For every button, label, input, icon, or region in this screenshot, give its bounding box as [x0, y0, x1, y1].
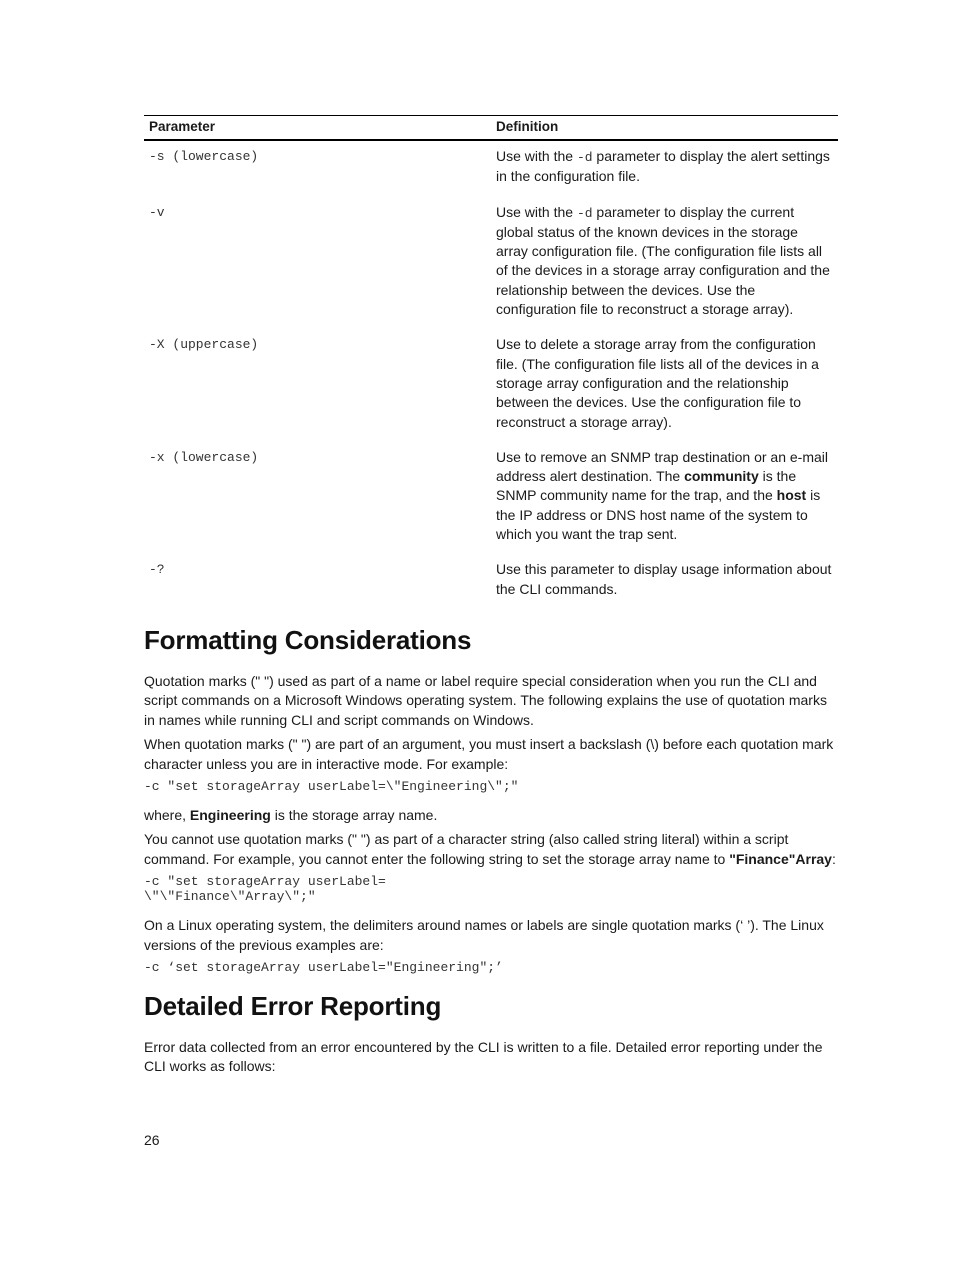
heading-detailed-error-reporting: Detailed Error Reporting [144, 991, 442, 1021]
bold-term: community [684, 468, 759, 485]
page-number: 26 [144, 1132, 160, 1148]
text: is the storage array name. [270, 806, 438, 823]
parameter-cell: -X (uppercase) [149, 337, 259, 353]
text: Use to remove an SNMP trap destination or an e-mail address alert destination. The [496, 448, 829, 485]
definition-cell [491, 554, 838, 609]
definition-cell [491, 140, 838, 197]
text: You cannot use quotation marks (" ") as part of a character string (also called string literal) within a script command. For example, you cannot enter the following string to set the storage array name to [144, 831, 789, 867]
paragraph: Quotation marks (" ") used as part of a name or label require special consideration when you run the CLI and script commands on a Microsoft Windows operating system. The following explains the use of quotation marks in names while running CLI and script commands on Windows. [144, 672, 827, 728]
header-definition: Definition [491, 116, 838, 141]
text: parameter to display the alert settings in the configuration file. [496, 148, 830, 185]
parameter-cell: -? [149, 562, 165, 578]
paragraph [144, 830, 838, 869]
bold-term: "Finance"Array [729, 850, 832, 867]
text: : [831, 850, 836, 867]
table-row [144, 329, 838, 441]
parameter-cell: -v [149, 204, 165, 220]
code-example: -c "set storageArray userLabel=\"Engineering\";" [144, 778, 519, 794]
table-row [144, 442, 838, 554]
header-parameter: Parameter [144, 116, 491, 141]
parameter-cell: -x (lowercase) [149, 449, 259, 465]
text: Use with the [496, 148, 577, 164]
parameter-cell: -s (lowercase) [149, 149, 259, 164]
text: is the IP address or DNS host name of the system to which you want the trap sent. [496, 487, 821, 543]
text: parameter to display the current global status of the known devices in the storage array configuration file. (The configuration file lists all of the devices in a storage array configuration and the relationship between the devices. Use the configuration file to reconstruct a storage array). [496, 203, 830, 318]
table-body [144, 140, 838, 609]
heading-formatting-considerations: Formatting Considerations [144, 624, 472, 655]
paragraph: Error data collected from an error encountered by the CLI is written to a file. Detailed error reporting under the CLI works as follows: [144, 1039, 823, 1075]
paragraph: When quotation marks (" ") are part of an argument, you must insert a backslash (\) before each quotation mark character unless you are in interactive mode. For example: [144, 736, 834, 772]
table-row [144, 554, 838, 609]
text: is the SNMP community name for the trap, and the [496, 468, 797, 504]
page-content [144, 115, 838, 1082]
inline-code: -d [576, 150, 593, 165]
parameter-table [144, 115, 838, 609]
paragraph [144, 806, 838, 825]
code-example: -c "set storageArray userLabel= \"\"Finance\"Array\";" [144, 874, 386, 905]
bold-term: Engineering [189, 806, 271, 823]
table-header-row [144, 116, 838, 141]
definition-cell [491, 442, 838, 554]
text: where, [144, 806, 190, 823]
table-row [144, 140, 838, 197]
code-example: -c ‘set storageArray userLabel="Engineering";’ [144, 960, 503, 975]
paragraph: On a Linux operating system, the delimiters around names or labels are single quotation marks (‘ ’). The Linux versions of the previous examples are: [144, 917, 824, 953]
table-row [144, 197, 838, 330]
definition-cell [491, 197, 838, 330]
inline-code: -d [576, 205, 593, 221]
definition-cell [491, 329, 838, 441]
text: Use to delete a storage array from the configuration file. (The configuration file lists all of the devices in a storage array configuration and the relationship between the devices. Use the configuration file to reconstruct a storage array). [496, 336, 819, 430]
text: Use with the [496, 203, 577, 220]
text: Use this parameter to display usage information about the CLI commands. [496, 561, 832, 597]
bold-term: host [776, 487, 807, 504]
